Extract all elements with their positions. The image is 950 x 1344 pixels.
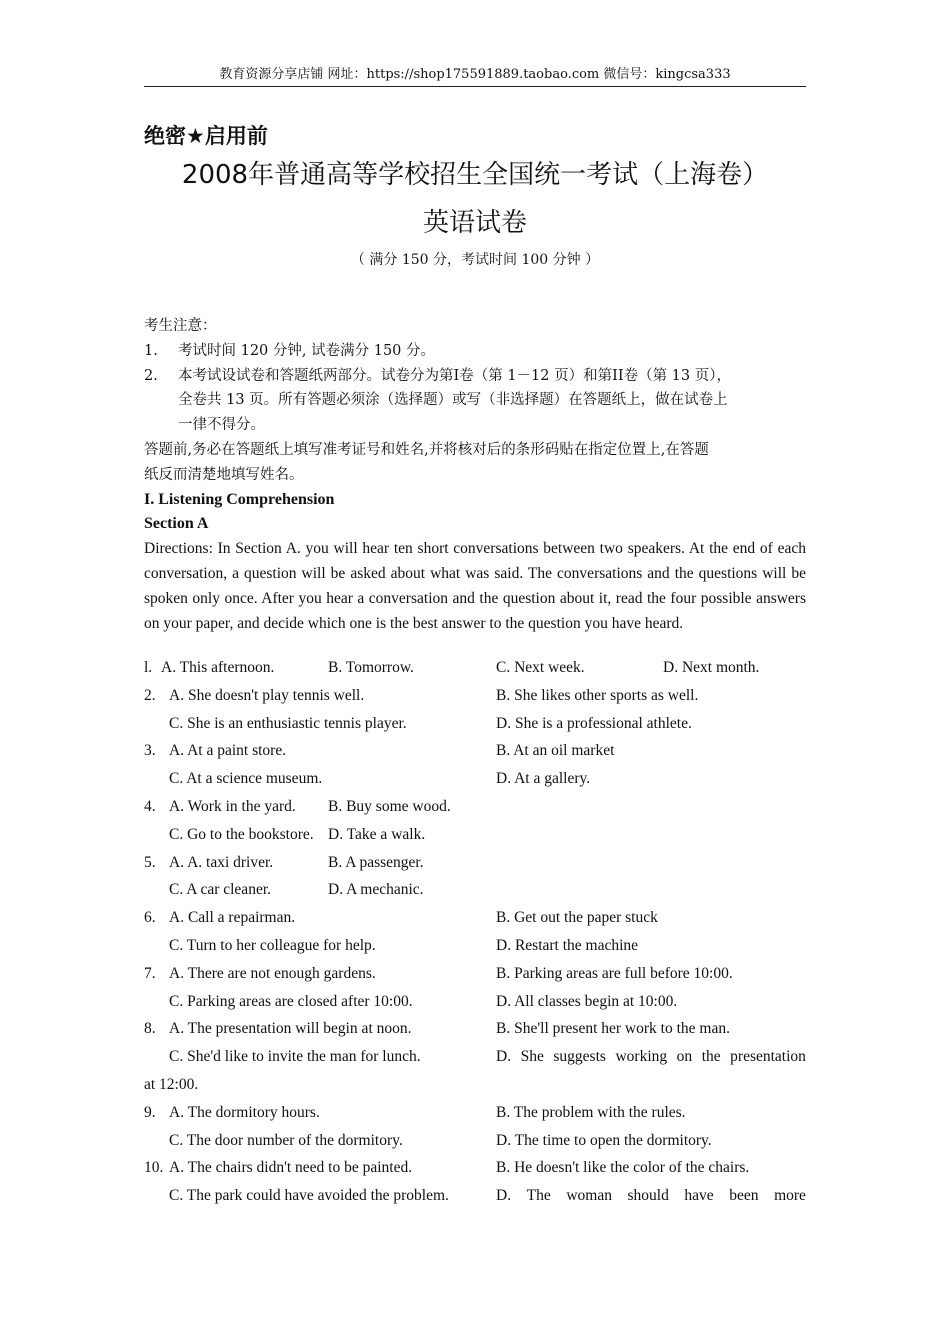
option-a: A. At a paint store. bbox=[169, 742, 287, 760]
option-d-word: more bbox=[774, 1187, 806, 1205]
question-number: 2. bbox=[144, 686, 156, 704]
question-number: l. bbox=[144, 659, 153, 676]
option-a: A. Work in the yard. bbox=[169, 797, 296, 815]
option-d: D. Next month. bbox=[663, 659, 760, 676]
option-c: C. At a science museum. bbox=[169, 770, 323, 788]
question-row bbox=[144, 1043, 806, 1071]
directions-text: Directions: In Section A. you will hear ten short conversations between two speakers. At the end of each conversation, a question will be asked about what was said. The conversations and the questions will be spoken only once. After you hear a conversation and the question about it, read the four possible answers on your paper, and decide which one is the best answer to the question you have heard. bbox=[144, 540, 806, 632]
secret-label: 绝密★启用前 bbox=[144, 124, 268, 148]
option-a: A. A. taxi driver. bbox=[169, 853, 274, 871]
option-d-word: The bbox=[526, 1187, 551, 1205]
notice-extra-line: 答题前,务必在答题纸上填写准考证号和姓名,并将核对后的条形码贴在指定位置上,在答题 bbox=[144, 441, 709, 458]
section-title: Section A bbox=[144, 515, 209, 533]
option-c: C. She'd like to invite the man for lunch. bbox=[169, 1048, 421, 1066]
option-d-word: woman bbox=[566, 1187, 612, 1205]
option-b: B. Parking areas are full before 10:00. bbox=[496, 964, 733, 982]
question-row bbox=[144, 849, 806, 877]
question-row bbox=[144, 1127, 806, 1155]
option-b: B. Get out the paper stuck bbox=[496, 909, 658, 927]
option-a: A. This afternoon. bbox=[161, 659, 275, 676]
question-row bbox=[144, 793, 806, 821]
question-row bbox=[144, 765, 806, 793]
question-number: 10. bbox=[144, 1159, 164, 1177]
notice-block bbox=[144, 314, 806, 636]
option-d: D. All classes begin at 10:00. bbox=[496, 992, 678, 1010]
question-row bbox=[144, 932, 806, 960]
option-c: C. The park could have avoided the problem. bbox=[169, 1187, 449, 1205]
notice-extra-line: 纸反而清楚地填写姓名。 bbox=[144, 466, 304, 483]
option-c: C. The door number of the dormitory. bbox=[169, 1131, 403, 1149]
option-c: C. A car cleaner. bbox=[169, 881, 271, 899]
header-divider bbox=[144, 86, 806, 87]
option-d-word: the bbox=[701, 1048, 721, 1066]
notice-item-line: 本考试设试卷和答题纸两部分。试卷分为第I卷（第 1－12 页）和第II卷（第 13 页）， bbox=[178, 367, 731, 384]
option-a: A. The presentation will begin at noon. bbox=[169, 1020, 412, 1038]
option-a: A. There are not enough gardens. bbox=[169, 964, 376, 982]
question-list bbox=[144, 654, 806, 1210]
notice-item bbox=[144, 339, 806, 364]
question-row bbox=[144, 821, 806, 849]
option-c: C. Go to the bookstore. bbox=[169, 825, 314, 843]
option-d-word: D. bbox=[496, 1048, 512, 1066]
question-row bbox=[144, 904, 806, 932]
option-d: D. A mechanic. bbox=[328, 881, 424, 899]
question-row bbox=[144, 1154, 806, 1182]
option-a: A. She doesn't play tennis well. bbox=[169, 686, 365, 704]
question-number: 3. bbox=[144, 742, 156, 760]
score-note: （ 满分 150 分，考试时间 100 分钟 ） bbox=[350, 252, 600, 268]
option-d: D. She is a professional athlete. bbox=[496, 714, 692, 732]
option-c: C. Next week. bbox=[496, 659, 585, 676]
option-a: A. The dormitory hours. bbox=[169, 1103, 320, 1121]
notice-item bbox=[144, 364, 806, 438]
option-b: B. He doesn't like the color of the chairs. bbox=[496, 1159, 750, 1177]
option-d-word: She bbox=[520, 1048, 544, 1066]
question-row bbox=[144, 1182, 806, 1210]
option-d-word: working bbox=[615, 1048, 668, 1066]
question-number: 6. bbox=[144, 909, 156, 927]
question-row bbox=[144, 682, 806, 710]
question-number: 8. bbox=[144, 1020, 156, 1038]
question-row bbox=[144, 737, 806, 765]
option-b: B. At an oil market bbox=[496, 742, 615, 760]
option-b: B. A passenger. bbox=[328, 853, 424, 871]
question-number: 5. bbox=[144, 853, 156, 871]
question-row bbox=[144, 1015, 806, 1043]
option-b: B. The problem with the rules. bbox=[496, 1103, 686, 1121]
notice-item-line: 全卷共 13 页。所有答题必须涂（选择题）或写（非选择题）在答题纸上，做在试卷上 bbox=[178, 392, 728, 409]
option-c: C. She is an enthusiastic tennis player. bbox=[169, 714, 407, 732]
exam-title: 2008年普通高等学校招生全国统一考试（上海卷） bbox=[181, 160, 769, 190]
option-d: D. Restart the machine bbox=[496, 936, 639, 954]
notice-heading: 考生注意： bbox=[144, 318, 217, 334]
question-row bbox=[144, 654, 806, 682]
option-b: B. She'll present her work to the man. bbox=[496, 1020, 730, 1038]
question-number: 4. bbox=[144, 797, 156, 815]
question-row bbox=[144, 710, 806, 738]
question-row bbox=[144, 1099, 806, 1127]
option-d-word: presentation bbox=[730, 1048, 806, 1066]
option-b: B. She likes other sports as well. bbox=[496, 686, 699, 704]
question-row bbox=[144, 960, 806, 988]
option-d bbox=[496, 1182, 806, 1210]
option-d-word: suggests bbox=[553, 1048, 606, 1066]
option-d: D. At a gallery. bbox=[496, 770, 591, 788]
exam-subtitle: 英语试卷 bbox=[422, 208, 527, 238]
question-row bbox=[144, 876, 806, 904]
question-number: 7. bbox=[144, 964, 156, 982]
option-c: C. Parking areas are closed after 10:00. bbox=[169, 992, 413, 1010]
notice-item-line: 一律不得分。 bbox=[178, 417, 265, 434]
notice-item-line: 考试时间 120 分钟, 试卷满分 150 分。 bbox=[178, 342, 436, 359]
option-d-word: on bbox=[676, 1048, 693, 1066]
option-d-word: been bbox=[729, 1187, 759, 1205]
option-a: A. Call a repairman. bbox=[169, 909, 296, 927]
question-row bbox=[144, 988, 806, 1016]
notice-item-number: 2. bbox=[144, 367, 158, 384]
page-header: 教育资源分享店铺 网址：https://shop175591889.taobao.com 微信号：kingcsa333 bbox=[219, 67, 731, 82]
question-number: 9. bbox=[144, 1103, 156, 1121]
option-b: B. Buy some wood. bbox=[328, 797, 451, 815]
option-c: C. Turn to her colleague for help. bbox=[169, 936, 376, 954]
option-b: B. Tomorrow. bbox=[328, 659, 414, 676]
option-d-word: should bbox=[627, 1187, 669, 1205]
option-d: D. The time to open the dormitory. bbox=[496, 1131, 712, 1149]
part-title: I. Listening Comprehension bbox=[144, 490, 335, 508]
notice-item-number: 1. bbox=[144, 342, 158, 359]
option-a: A. The chairs didn't need to be painted. bbox=[169, 1159, 413, 1177]
option-d bbox=[496, 1043, 806, 1071]
question-row bbox=[144, 1071, 806, 1099]
option-d-word: D. bbox=[496, 1187, 512, 1205]
option-d: D. Take a walk. bbox=[328, 825, 426, 843]
option-d-continuation: at 12:00. bbox=[144, 1075, 199, 1093]
option-d-word: have bbox=[684, 1187, 714, 1205]
